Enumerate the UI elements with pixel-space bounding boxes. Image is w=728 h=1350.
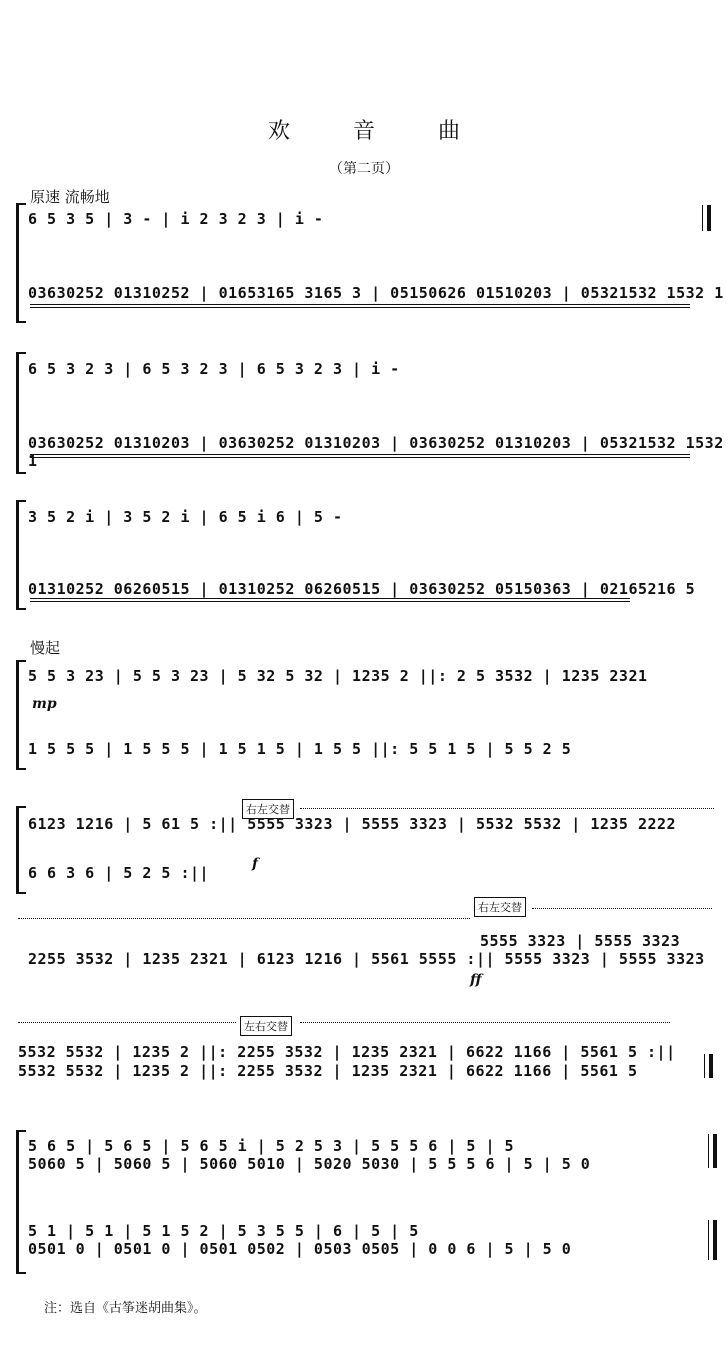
upper-staff-row: 6 5 3 2 3 | 6 5 3 2 3 | 6 5 3 2 3 | i - (28, 360, 400, 378)
technique-box: 右左交替 (474, 897, 526, 917)
upper-staff-row: 5060 5 | 5060 5 | 5060 5010 | 5020 5030 | 5 5 5 6 | 5 | 5 0 (28, 1155, 591, 1173)
technique-extension-line (18, 1022, 236, 1023)
lower-staff-row: 6 6 3 6 | 5 2 5 :|| (28, 864, 210, 882)
rhythm-underline (30, 454, 690, 455)
page-subtitle: （第二页） (329, 161, 399, 177)
rhythm-underline (30, 457, 690, 458)
lower-staff-row: 0501 0 | 0501 0 | 0501 0502 | 0503 0505 | 0 0 6 | 5 | 5 0 (28, 1240, 572, 1258)
rhythm-underline (30, 304, 690, 305)
tempo-marking: 慢起 (30, 639, 61, 657)
lower-staff-row: 5 1 | 5 1 | 5 1 5 2 | 5 3 5 5 | 6 | 5 | 5 (28, 1222, 419, 1240)
lower-staff-row: 03630252 01310252 | 01653165 3165 3 | 05150626 01510203 | 05321532 1532 1 (28, 284, 724, 302)
dynamic-marking: f (252, 856, 259, 872)
end-barline (708, 1220, 717, 1260)
rhythm-underline (30, 598, 630, 599)
upper-staff-row: 5 5 3 23 | 5 5 3 23 | 5 32 5 32 | 1235 2 ||: 2 5 3532 | 1235 2321 (28, 667, 648, 685)
technique-extension-line (300, 1022, 670, 1023)
tempo-marking: 原速 流畅地 (30, 188, 110, 206)
upper-staff-row: 6123 1216 | 5 61 5 :|| 5555 3323 | 5555 3323 | 5532 5532 | 1235 2222 (28, 815, 677, 833)
dynamic-marking: ff (470, 972, 482, 988)
end-barline (704, 1054, 713, 1078)
end-barline (708, 1134, 717, 1168)
rhythm-underline (30, 601, 630, 602)
footnote: 注：选自《古筝迷胡曲集》。 (44, 1301, 207, 1316)
upper-staff-row: 3 5 2 i | 3 5 2 i | 6 5 i 6 | 5 - (28, 508, 343, 526)
lower-staff-row: 03630252 01310203 | 03630252 01310203 | 03630252 01310203 | 05321532 1532 1 (28, 434, 724, 470)
technique-extension-line (300, 808, 714, 809)
technique-extension-line (18, 918, 470, 919)
system-bracket (16, 660, 26, 770)
rhythm-underline (30, 307, 690, 308)
dynamic-marking: mp (32, 696, 57, 712)
system-bracket (16, 500, 26, 610)
system-bracket (16, 352, 26, 474)
lower-staff-row: 5555 3323 | 5555 3323 (480, 932, 681, 950)
system-bracket (16, 1130, 26, 1274)
system-bracket (16, 806, 26, 894)
lower-staff-row: 5532 5532 | 1235 2 ||: 2255 3532 | 1235 2321 | 6622 1166 | 5561 5 (18, 1062, 638, 1080)
upper-staff-row: 2255 3532 | 1235 2321 | 6123 1216 | 5561 5555 :|| 5555 3323 | 5555 3323 (28, 950, 705, 968)
system-bracket (16, 203, 26, 323)
lower-staff-row: 1 5 5 5 | 1 5 5 5 | 1 5 1 5 | 1 5 5 ||: 5 5 1 5 | 5 5 2 5 (28, 740, 572, 758)
upper-staff-row: 5 6 5 | 5 6 5 | 5 6 5 i | 5 2 5 3 | 5 5 5 6 | 5 | 5 (28, 1137, 515, 1155)
technique-extension-line (532, 908, 712, 909)
upper-staff-row: 5532 5532 | 1235 2 ||: 2255 3532 | 1235 2321 | 6622 1166 | 5561 5 :|| (18, 1043, 676, 1061)
lower-staff-row: 01310252 06260515 | 01310252 06260515 | 03630252 05150363 | 02165216 5 (28, 580, 696, 598)
page-title: 欢 音 曲 (268, 119, 488, 144)
technique-box: 右左交替 (242, 799, 294, 819)
upper-staff-row: 6 5 3 5 | 3 - | i 2 3 2 3 | i - (28, 210, 324, 228)
technique-box: 左右交替 (240, 1016, 292, 1036)
end-barline (702, 205, 711, 231)
